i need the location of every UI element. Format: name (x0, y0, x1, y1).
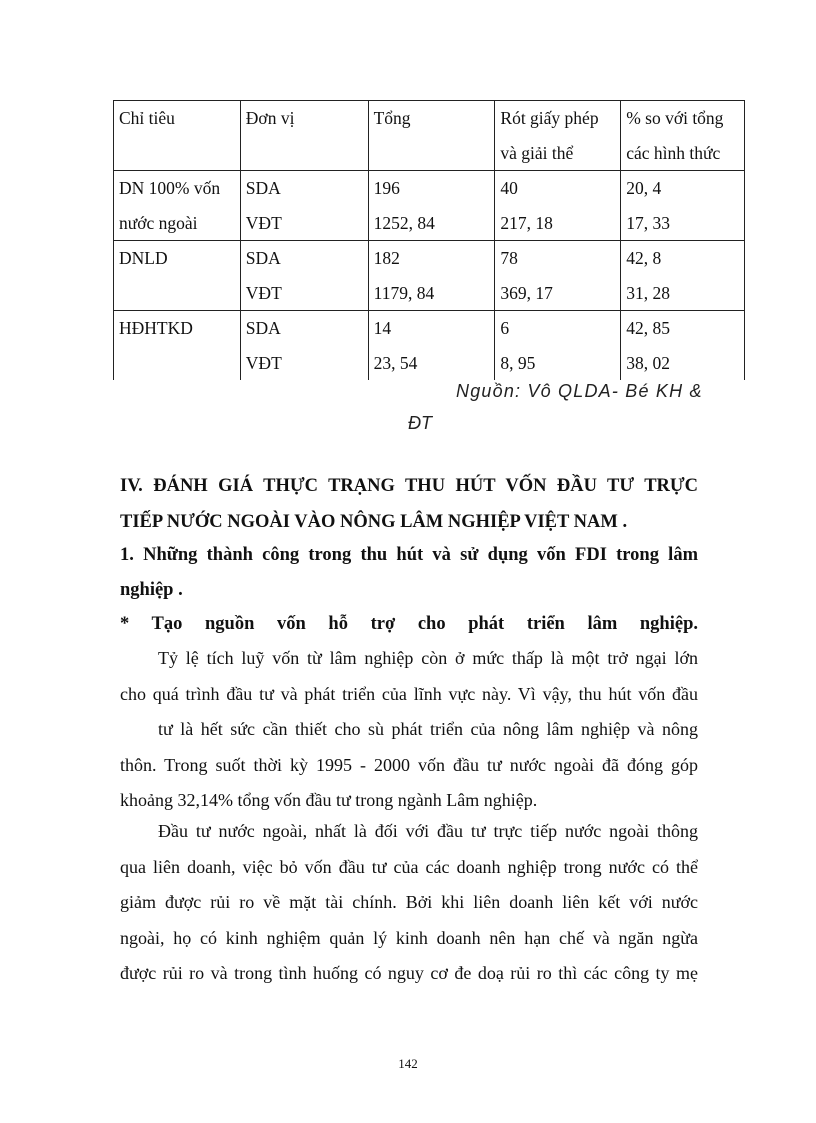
cell-text: 217, 18 (500, 212, 553, 233)
section-heading-line: TIẾP NƯỚC NGOÀI VÀO NÔNG LÂM NGHIỆP VIỆT NAM . (120, 512, 628, 532)
cell-text: 1179, 84 (373, 282, 435, 303)
table-cell (114, 311, 241, 381)
header-text: % so với tổng (626, 108, 724, 128)
fdi-table (113, 100, 745, 380)
subsection-heading-line: nghiệp . (120, 580, 183, 600)
header-text: Đơn vị (245, 108, 295, 128)
header-cell (240, 101, 368, 171)
cell-text: 78 (500, 248, 518, 268)
section-heading-line: IV. ĐÁNH GIÁ THỰC TRẠNG THU HÚT VỐN ĐẦU TƯ TRỰC (120, 476, 698, 496)
paragraph-line: Đầu tư nước ngoài, nhất là đối với đầu tư trực tiếp nước ngoài thông (158, 821, 698, 841)
table-cell (240, 171, 368, 241)
table-cell (368, 241, 495, 311)
cell-text: 196 (373, 178, 400, 198)
cell-text: 20, 4 (626, 178, 662, 198)
paragraph-line: cho quá trình đầu tư và phát triển của lĩnh vực này. Vì vậy, thu hút vốn đầu (120, 683, 698, 704)
paragraph-line: thôn. Trong suốt thời kỳ 1995 - 2000 vốn đầu tư nước ngoài đã đóng góp (120, 754, 698, 775)
table-row (114, 171, 745, 241)
cell-text: VĐT (245, 212, 282, 233)
cell-text: VĐT (245, 282, 282, 303)
table-cell (114, 241, 241, 311)
cell-text: 8, 95 (500, 352, 536, 373)
cell-text: HĐHTKD (119, 318, 193, 338)
cell-text (119, 346, 235, 381)
header-text: Rót giấy phép (500, 108, 599, 128)
cell-text: 38, 02 (626, 352, 670, 373)
table-row (114, 311, 745, 381)
table-cell (240, 241, 368, 311)
cell-text: 42, 85 (626, 318, 670, 338)
paragraph-line: Tỷ lệ tích luỹ vốn từ lâm nghiệp còn ở mức thấp là một trở ngại lớn (158, 648, 698, 668)
paragraph-line: khoảng 32,14% tổng vốn đầu tư trong ngành Lâm nghiệp. (120, 790, 538, 810)
source-citation-continued: ĐT (408, 413, 432, 433)
table-cell (621, 171, 745, 241)
cell-text: 369, 17 (500, 282, 553, 303)
header-text: Chỉ tiêu (119, 108, 175, 128)
cell-text: SDA (245, 248, 281, 268)
paragraph-2 (120, 814, 698, 992)
table-cell (240, 311, 368, 381)
cell-text: 31, 28 (626, 282, 670, 303)
bullet-heading: * Tạo nguồn vốn hỗ trợ cho phát triển lâm nghiệp. (120, 614, 698, 634)
cell-text: 6 (500, 318, 510, 338)
paragraph-line: ngoài, họ có kinh nghiệm quản lý kinh doanh nên hạn chế và ngăn ngừa (120, 927, 698, 948)
cell-text: SDA (245, 178, 281, 198)
header-cell (368, 101, 495, 171)
header-text: Tổng (373, 108, 411, 128)
table-cell (114, 171, 241, 241)
paragraph-line: giảm được rủi ro về mặt tài chính. Bởi khi liên doanh liên kết với nước (120, 892, 698, 912)
page-number: 142 (398, 1056, 418, 1071)
paragraph-line: tư là hết sức cần thiết cho sù phát triển của nông lâm nghiệp và nông (158, 719, 698, 739)
cell-text (119, 276, 235, 311)
table-cell (368, 171, 495, 241)
header-cell (621, 101, 745, 171)
header-cell (495, 101, 621, 171)
table-cell (621, 241, 745, 311)
cell-text: 17, 33 (626, 212, 670, 233)
cell-text: SDA (245, 318, 281, 338)
table-header-row (114, 101, 745, 171)
cell-text: VĐT (245, 352, 282, 373)
cell-text: 14 (373, 318, 392, 338)
table-cell (621, 311, 745, 381)
header-text: các hình thức (626, 142, 721, 163)
cell-text: 182 (373, 248, 400, 268)
cell-text: 23, 54 (373, 352, 418, 373)
cell-text: DNLD (119, 248, 168, 268)
paragraph-line: được rủi ro và trong tình huống có nguy cơ đe doạ rủi ro thì các công ty mẹ (120, 963, 698, 983)
table-row (114, 241, 745, 311)
subsection-heading-line: 1. Những thành công trong thu hút và sử dụng vốn FDI trong lâm (120, 545, 698, 565)
paragraph-1 (120, 641, 698, 819)
table-cell (495, 311, 621, 381)
cell-text: DN 100% vốn (119, 178, 221, 198)
cell-text: nước ngoài (119, 212, 198, 233)
cell-text: 42, 8 (626, 248, 662, 268)
header-cell (114, 101, 241, 171)
cell-text: 1252, 84 (373, 212, 435, 233)
table-cell (368, 311, 495, 381)
cell-text: 40 (500, 178, 518, 198)
table-cell (495, 241, 621, 311)
source-citation: Nguồn: Vô QLDA- Bé KH & (456, 381, 703, 401)
paragraph-line: qua liên doanh, việc bỏ vốn đầu tư của các doanh nghiệp trong nước có thể (120, 856, 698, 877)
table-cell (495, 171, 621, 241)
header-text: và giải thể (500, 142, 574, 163)
